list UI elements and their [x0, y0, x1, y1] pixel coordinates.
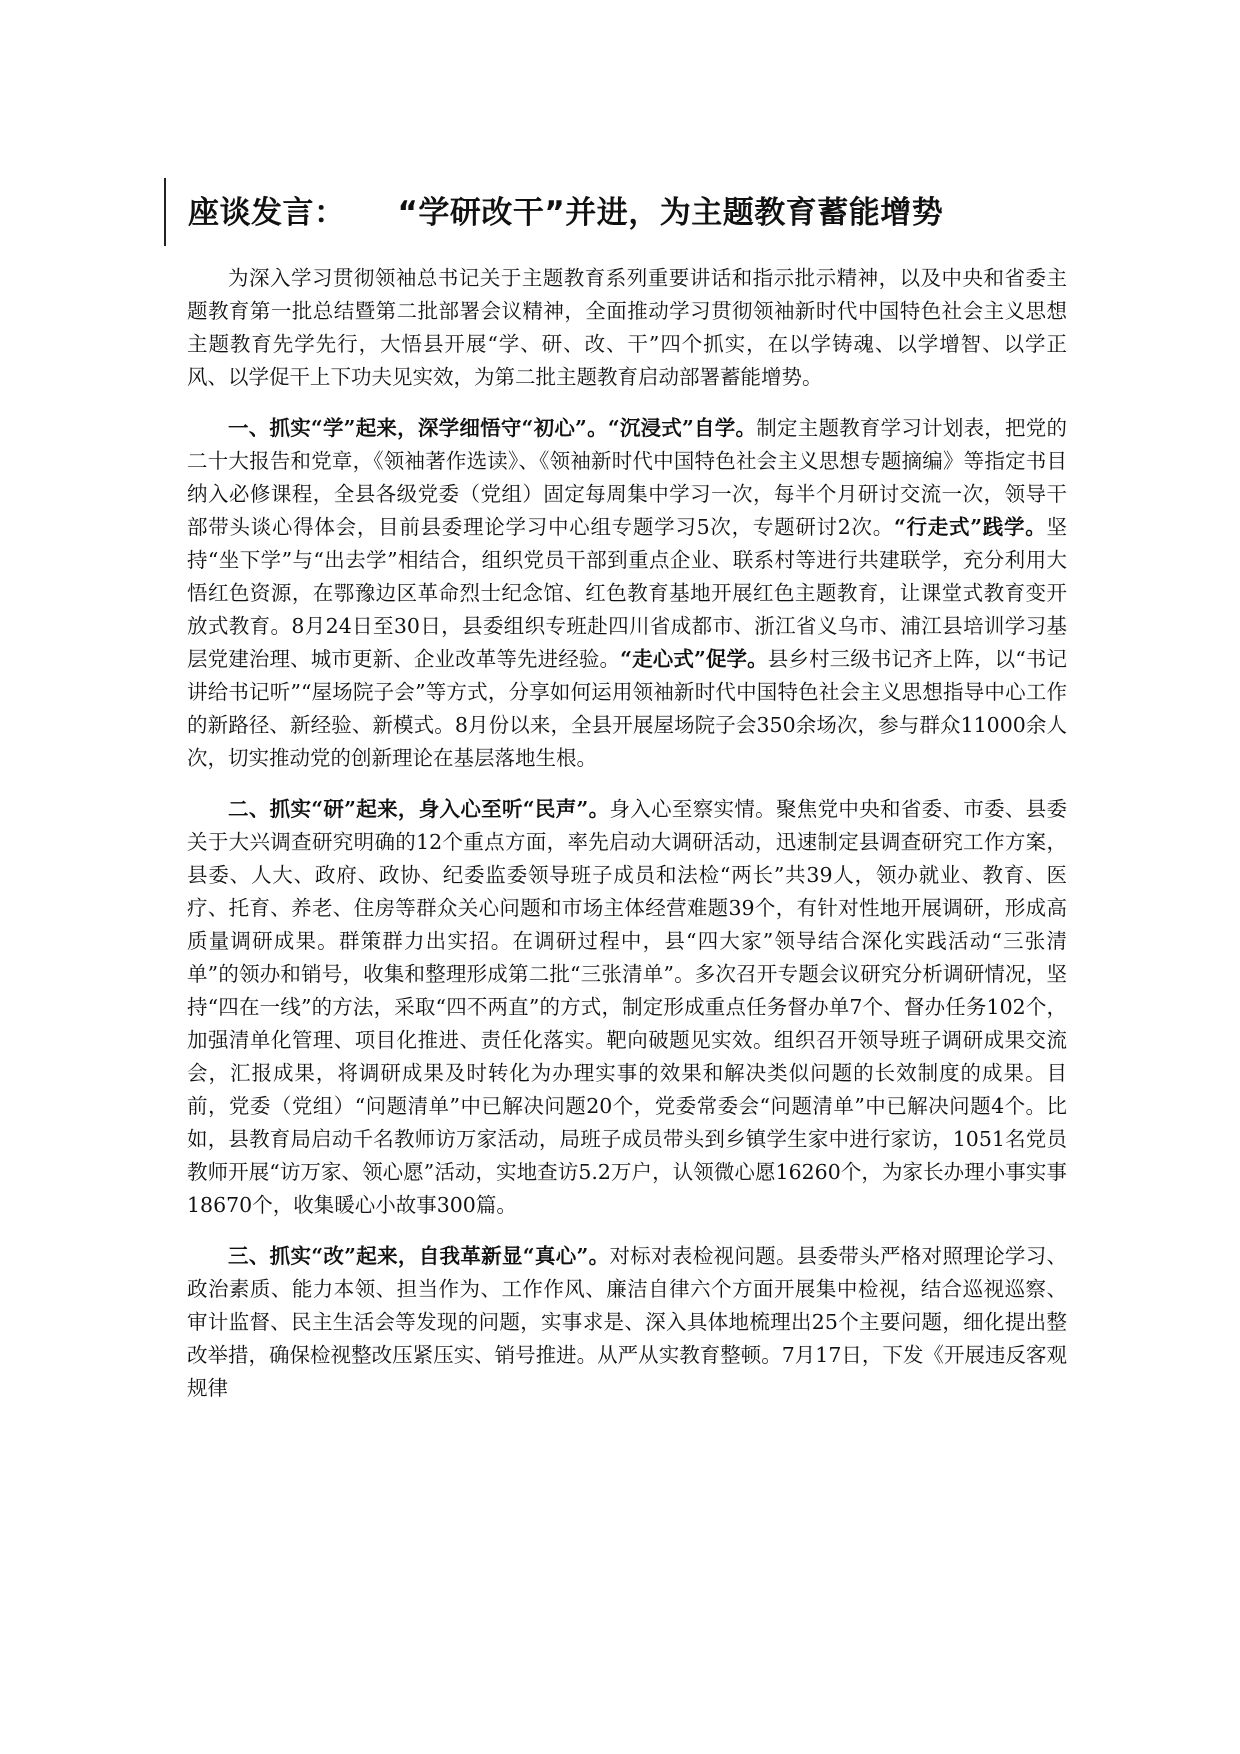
title-margin-rule — [164, 178, 166, 246]
section-3-text: 对标对表检视问题。县委带头严格对照理论学习、政治素质、能力本领、担当作为、工作作风、廉洁自律六个方面开展集中检视，结合巡视巡察、审计监督、民主生活会等发现的问题，实事求是、深入具体地梳理出25个主要问题，细化提出整改举措，确保检视整改压紧压实、销号推进。从严从实教育整顿。7月17日，下发《开展违反客观规律 — [187, 1244, 1068, 1400]
section-1-sub2-label: “行走式”践学。 — [894, 515, 1047, 539]
section-1-sub3-label: “走心式”促学。 — [620, 647, 768, 671]
section-1-heading: 一、抓实“学”起来，深学细悟守“初心”。 — [228, 416, 608, 440]
section-1-paragraph — [187, 412, 1067, 775]
intro-paragraph: 为深入学习贯彻领袖总书记关于主题教育系列重要讲话和指示批示精神，以及中央和省委主题教育第一批总结暨第二批部署会议精神，全面推动学习贯彻领袖新时代中国特色社会主义思想主题教育先学先行，大悟县开展“学、研、改、干”四个抓实，在以学铸魂、以学增智、以学正风、以学促干上下功夫见实效，为第二批主题教育启动部署蓄能增势。 — [187, 266, 1067, 389]
document-body — [187, 262, 1067, 1423]
section-1-sub1-label: “沉浸式”自学。 — [607, 416, 757, 440]
section-3-heading: 三、抓实“改”起来，自我革新显“真心”。 — [228, 1244, 610, 1268]
title-main: “学研改干”并进，为主题教育蓄能增势 — [397, 195, 944, 231]
title-prefix: 座谈发言： — [188, 195, 346, 231]
section-2-heading: 二、抓实“研”起来，身入心至听“民声”。 — [228, 797, 610, 821]
section-1-sub3-text: 县乡村三级书记齐上阵，以“书记讲给书记听”“屋场院子会”等方式，分享如何运用领袖新时代中国特色社会主义思想指导中心工作的新路径、新经验、新模式。8月份以来，全县开展屋场院子会350余场次，参与群众11000余人次，切实推动党的创新理论在基层落地生根。 — [187, 647, 1067, 770]
section-3-paragraph — [187, 1240, 1067, 1405]
section-1-sub1-text: 制定主题教育学习计划表，把党的二十大报告和党章，《领袖著作选读》、《领袖新时代中国特色社会主义思想专题摘编》等指定书目纳入必修课程，全县各级党委（党组）固定每周集中学习一次，每半个月研讨交流一次，领导干部带头谈心得体会，目前县委理论学习中心组专题学习5次，专题研讨2次。 — [187, 416, 1067, 539]
section-1-sub2-text: 坚持“坐下学”与“出去学”相结合，组织党员干部到重点企业、联系村等进行共建联学，充分利用大悟红色资源，在鄂豫边区革命烈士纪念馆、红色教育基地开展红色主题教育，让课堂式教育变开放式教育。8月24日至30日，县委组织专班赴四川省成都市、浙江省义乌市、浦江县培训学习基层党建治理、城市更新、企业改革等先进经验。 — [187, 515, 1067, 671]
section-2-paragraph — [187, 793, 1067, 1222]
section-2-text: 身入心至察实情。聚焦党中央和省委、市委、县委关于大兴调查研究明确的12个重点方面，率先启动大调研活动，迅速制定县调查研究工作方案，县委、人大、政府、政协、纪委监委领导班子成员和法检“两长”共39人，领办就业、教育、医疗、托育、养老、住房等群众关心问题和市场主体经营难题39个，有针对性地开展调研，形成高质量调研成果。群策群力出实招。在调研过程中，县“四大家”领导结合深化实践活动“三张清单”的领办和销号，收集和整理形成第二批“三张清单”。多次召开专题会议研究分析调研情况，坚持“四在一线”的方法，采取“四不两直”的方式，制定形成重点任务督办单7个、督办任务102个，加强清单化管理、项目化推进、责任化落实。靶向破题见实效。组织召开领导班子调研成果交流会，汇报成果，将调研成果及时转化为办理实事的效果和解决类似问题的长效制度的成果。目前，党委（党组）“问题清单”中已解决问题20个，党委常委会“问题清单”中已解决问题4个。比如，县教育局启动千名教师访万家活动，局班子成员带头到乡镇学生家中进行家访，1051名党员教师开展“访万家、领心愿”活动，实地查访5.2万户，认领微心愿16260个，为家长办理小事实事18670个，收集暖心小故事300篇。 — [187, 797, 1068, 1217]
document-title — [188, 190, 1068, 236]
